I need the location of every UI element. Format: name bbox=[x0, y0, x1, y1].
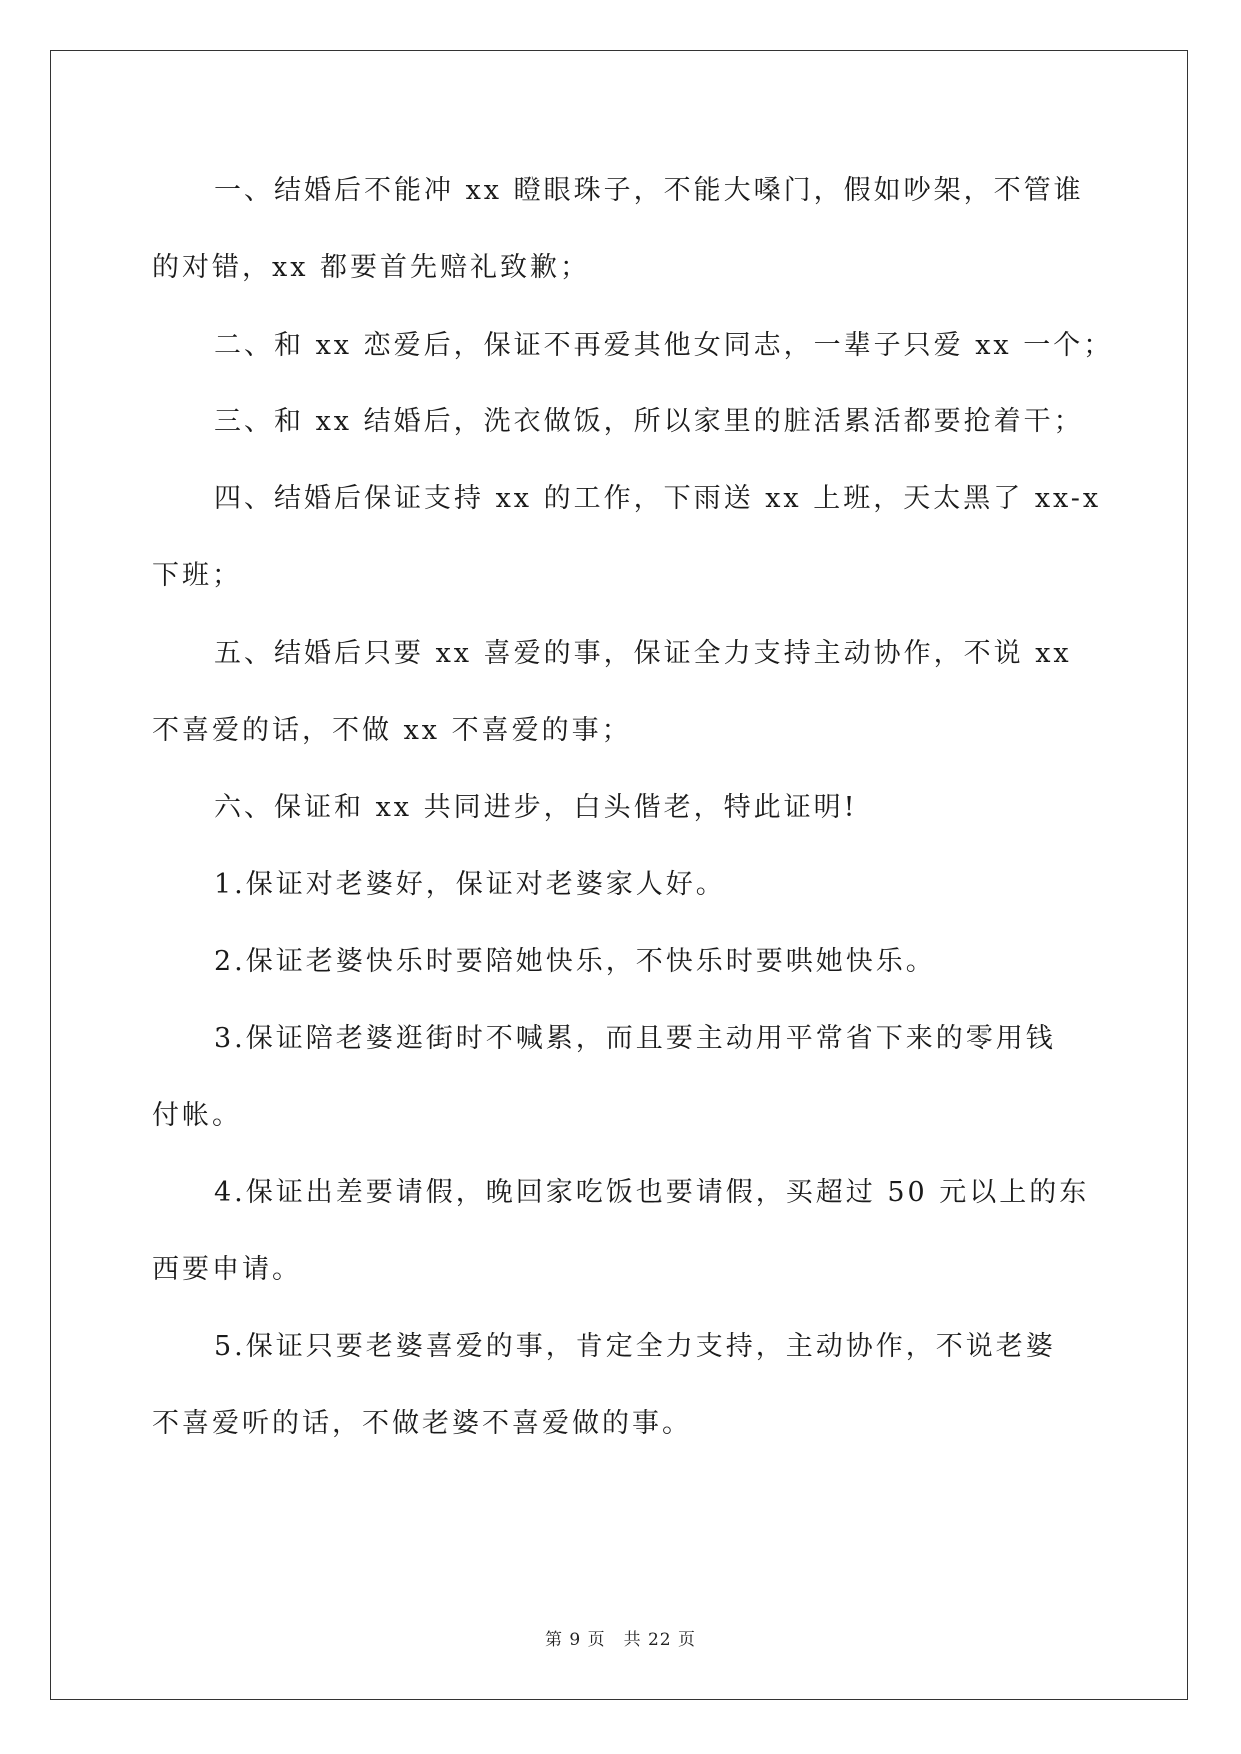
paragraph-line: 四、结婚后保证支持 xx 的工作，下雨送 xx 上班，天太黑了 xx-x bbox=[214, 483, 1102, 514]
paragraph-line: 付帐。 bbox=[152, 1100, 242, 1131]
paragraph-line: 五、结婚后只要 xx 喜爱的事，保证全力支持主动协作，不说 xx bbox=[214, 638, 1072, 669]
paragraph-line: 六、保证和 xx 共同进步，白头偕老，特此证明! bbox=[214, 792, 858, 823]
paragraph-line: 1.保证对老婆好，保证对老婆家人好。 bbox=[214, 869, 726, 900]
paragraph-line: 三、和 xx 结婚后，洗衣做饭，所以家里的脏活累活都要抢着干； bbox=[214, 406, 1084, 437]
page-number: 第 9 页 bbox=[544, 1630, 606, 1650]
paragraph-line: 二、和 xx 恋爱后，保证不再爱其他女同志，一辈子只爱 xx 一个； bbox=[214, 330, 1114, 361]
paragraph-line: 一、结婚后不能冲 xx 瞪眼珠子，不能大嗓门，假如吵架，不管谁 bbox=[214, 175, 1084, 206]
paragraph-line: 3.保证陪老婆逛街时不喊累，而且要主动用平常省下来的零用钱 bbox=[214, 1023, 1056, 1054]
page-footer bbox=[0, 1625, 1241, 1650]
page-total: 共 22 页 bbox=[623, 1630, 697, 1650]
paragraph-line: 下班； bbox=[152, 560, 242, 591]
paragraph-line: 2.保证老婆快乐时要陪她快乐，不快乐时要哄她快乐。 bbox=[214, 946, 936, 977]
paragraph-line: 的对错，xx 都要首先赔礼致歉； bbox=[152, 252, 591, 283]
paragraph-line: 不喜爱的话，不做 xx 不喜爱的事； bbox=[152, 715, 632, 746]
paragraph-line: 4.保证出差要请假，晚回家吃饭也要请假，买超过 50 元以上的东 bbox=[214, 1177, 1090, 1208]
paragraph-line: 不喜爱听的话，不做老婆不喜爱做的事。 bbox=[152, 1408, 692, 1439]
paragraph-line: 西要申请。 bbox=[152, 1254, 302, 1285]
paragraph-line: 5.保证只要老婆喜爱的事，肯定全力支持，主动协作，不说老婆 bbox=[214, 1331, 1056, 1362]
